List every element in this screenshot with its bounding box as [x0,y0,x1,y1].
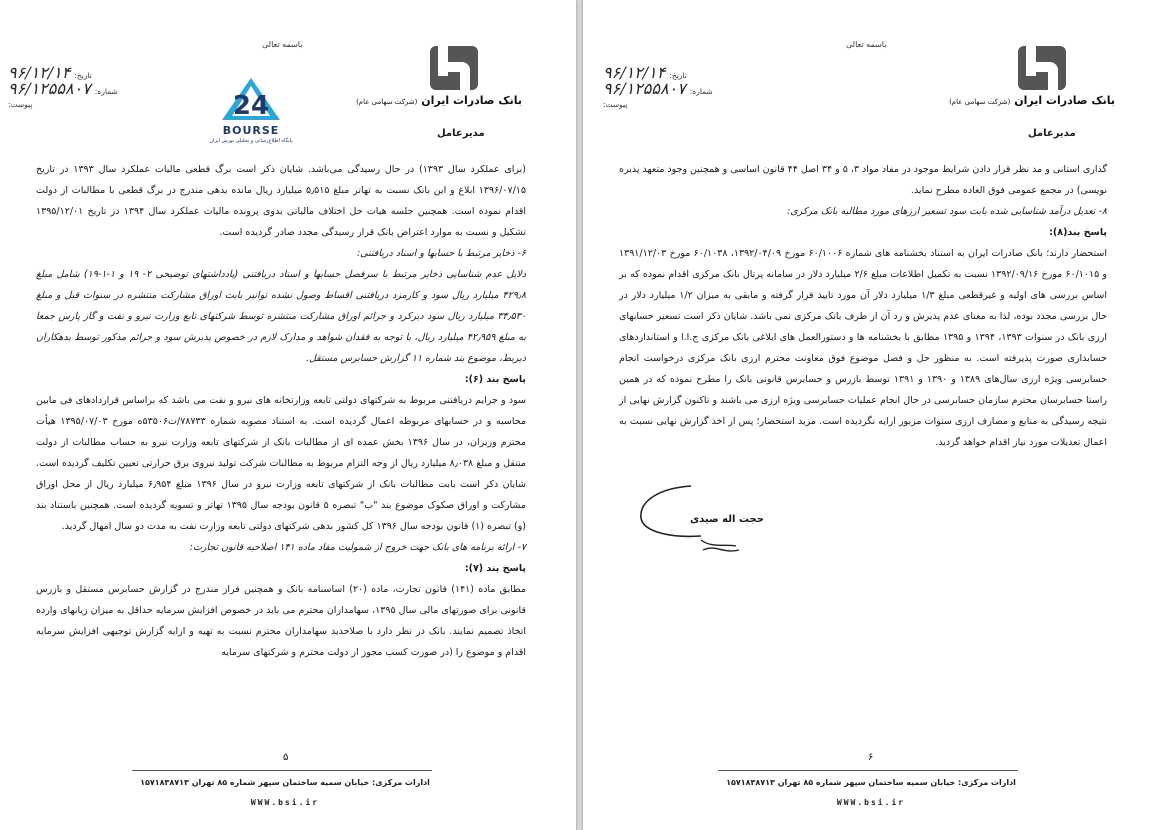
attachment-label: پیوست: [603,100,628,109]
document-page-left [0,0,576,830]
section-title: ۷- ارائه برنامه های بانک جهت خروج از شمولیت مفاد ماده ۱۴۱ اصلاحیه قانون تجارت: [189,542,526,553]
footer-divider [132,770,432,771]
number-row [603,79,723,98]
bourse-logo-subtitle: پایگاه اطلاع‌رسانی و تحلیلی بورس ایران [209,138,293,144]
attachment-row [603,98,723,111]
bank-name-text: بانک صادرات ایران [421,94,522,107]
date-label: تاریخ: [74,71,92,80]
footer-website: WWW.bsi.ir [836,798,906,807]
document-page-right [583,0,1154,830]
answer-heading: پاسخ بند (۶): [464,374,526,385]
bourse-logo-text: BOURSE [222,124,280,137]
attachment-row [8,98,128,111]
number-label: شماره: [689,87,713,96]
date-value: ۹۶/۱۲/۱۴ [8,63,71,82]
paragraph: دلایل عدم شناسایی ذخایر مرتبط با سرفصل حسابها و اسناد دریافتنی (یادداشتهای توضیحی ۲- ۱۹ و ۱-۱-۱۹) شامل مبلغ ۴۲۹٫۸ میلیارد ریال سود و کارمزد دریافتنی اقساط وصول نشده توانیر بابت اوراق مشارکت منتشره در سنوات قبل و مبلغ ۳۴٫۵۳۰ میلیارد ریال سود دیرکرد و جرائم اوراق مشارکت منتشره توسط شرکتهای تابع وزارت نیرو و نفت و گاز پارس جمعا به مبلغ ۴۲٫۹۵۹ میلیارد ریال، با توجه به فقدان شواهد و مدارک لازم در خصوص پذیرش سود و جرائم مذکور توسط بدهکاران ذیربط، موضوع بند شماره ۱۱ گزارش حسابرس مستقل. [36,269,527,364]
date-label: تاریخ: [669,71,687,80]
paragraph: گذاری استانی و مد نظر قرار دادن شرایط موجود در مفاد مواد ۳، ۵ و ۳۴ اصل ۴۴ قانون اساسی و همچنین وجود متعهد پذیره نویسی) در مجمع عمومی فوق العاده مطرح نماید. [619,164,1107,196]
signer-name: حجت اله صیدی [690,514,764,525]
bank-name [356,94,522,107]
basmala-heading: باسمه تعالی [262,40,303,49]
footer-address: ادارات مرکزی: خیابان سمیه ساختمان سپهر شماره ۸۵ تهران ۱۵۷۱۸۳۸۷۱۳ [726,778,1016,787]
ceo-title: مدیرعامل [1028,128,1076,139]
answer-heading: پاسخ بند (۷): [464,563,526,574]
page-number: ۵ [283,752,289,763]
footer-address: ادارات مرکزی: خیابان سمیه ساختمان سپهر شماره ۸۵ تهران ۱۵۷۱۸۳۸۷۱۳ [140,778,430,787]
section-title: ۶- ذخایر مرتبط با حسابها و اسناد دریافتنی: [356,248,526,259]
bank-suffix: (شرکت سهامی عام) [356,98,418,106]
bourse-watermark-logo [204,76,298,152]
paragraph: مطابق ماده (۱۴۱) قانون تجارت، ماده (۲۰) اساسنامه بانک و همچنین فراز مندرج در گزارش حسابرس مستقل و بازرس قانونی برای صورتهای مالی سال ۱۳۹۵، سهامداران محترم می باید در خصوص افزایش سرمایه حداقل به میزان زیانهای وارده اتخاذ تصمیم نمایند. بانک در نظر دارد با صلاحدید سهامداران محترم نسبت به تهیه و ارایه گزارش توجیهی افزایش سرمایه اقدام و موضوع را (در صورت کسب مجوز از دولت محترم و شرکتهای سرمایه [36,584,526,658]
attachment-label: پیوست: [8,100,33,109]
letter-body-right [619,159,1107,453]
number-value: ۹۶/۱۲۵۵۸۰۷ [603,79,686,98]
date-value: ۹۶/۱۲/۱۴ [603,63,666,82]
bank-name-text: بانک صادرات ایران [1014,94,1115,107]
number-value: ۹۶/۱۲۵۵۸۰۷ [8,79,91,98]
paragraph: سود و جرایم دریافتنی مربوط به شرکتهای دولتی تابعه وزارتخانه های نیرو و نفت می باشد که براساس قراردادهای فی مابین محاسبه و در حسابهای مربوطه اعمال گردیده است. به استناد مصوبه شماره ۷۸۷۳۳/ت۵۳۵۰۶ه مورخ ۱۳۹۵/۰۷/۰۳ هیأت محترم وزیران، در سال ۱۳۹۶ بخش عمده ای از مطالبات بانک از شرکتهای تابعه وزارت نیرو به حساب مطالبات از دولت منتقل و مبلغ ۸٫۰۳۸ میلیارد ریال از وجه التزام مربوط به مطالبات شرکت تولید نیروی برق حرارتی تعیین تکلیف گردیده است. شایان ذکر است بابت مطالبات بانک از شرکتهای تابعه وزارت نیرو در سال ۱۳۹۶ مبلغ ۶٫۹۵۴ میلیارد ریال از محل اوراق مشارکت و اوراق صکوک موضوع بند "ب" تبصره ۵ قانون بودجه سال ۱۳۹۵ تهاتر و تسویه گردیده است. همچنین باستناد بند (و) تبصره (۱) قانون بودجه سال ۱۳۹۶ کل کشور بدهی شرکتهای دولتی تابعه وزارت نفت به مدت دو سال امهال گردید. [36,395,527,532]
ceo-title: مدیرعامل [437,128,485,139]
bank-suffix: (شرکت سهامی عام) [949,98,1011,106]
letter-body-left [36,159,526,663]
svg-text:24: 24 [232,91,270,121]
bourse-logo-icon [204,76,298,126]
basmala-heading: باسمه تعالی [846,40,887,49]
paragraph: (برای عملکرد سال ۱۳۹۳) در حال رسیدگی می‌باشد. شایان ذکر است برگ قطعی مالیات عملکرد سال ۱۳۹۳ در تاریخ ۱۳۹۶/۰۷/۱۵ ابلاغ و این بانک نسبت به تهاتر مبلغ ۵٫۵۱۵ میلیارد ریال مانده بدهی مندرج در برگ قطعی با مطالبات از دولت اقدام نموده است. همچنین جلسه هیات حل اختلاف مالیاتی بدوی پرونده مالیات عملکرد سال ۱۳۹۴ در تاریخ ۱۳۹۵/۱۲/۰۱ تشکیل و نسبت به موارد اعتراض بانک قرار رسیدگی مجدد صادر گردیده است. [36,164,527,238]
paragraph: استحضار دارند؛ بانک صادرات ایران به استناد بخشنامه های شماره ۶۰/۱۰۰۶ مورخ ۱۳۹۲/۰۴/۰۹، ۶۰/۱۰۳۸ مورخ ۱۳۹۱/۱۲/۰۳ و ۶۰/۱۰۱۵ مورخ ۱۳۹۲/۰۹/۱۶ نسبت به تکمیل اطلاعات مبلغ ۲/۶ میلیارد دلار در سامانه پرتال بانک مرکزی اقدام نموده که بر اساس بررسی های اولیه و غیرقطعی مبلغ ۱/۳ میلیارد دلار آن مورد تایید قرار گرفته و مابقی به میزان ۱/۲ میلیارد دلار در حال بررسی مجدد بوده، لذا به معنای عدم پذیرش و رد آن از طرف بانک مرکزی نمی باشد. شایان ذکر است تسعیر حسابهای ارزی بانک در سنوات ۱۳۹۳، ۱۳۹۴ و ۱۳۹۵ مطابق با بخشنامه ها و دستورالعمل های ابلاغی بانک مرکزی ج.ا.ا و استانداردهای حسابداری صورت پذیرفته است. به منظور حل و فصل موضوع فوق معاونت محترم ارزی بانک مرکزی درخواست انجام حسابرسی ویژه ارزی سال‌های ۱۳۸۹ و ۱۳۹۰ و ۱۳۹۱ توسط بازرس و حسابرس قانونی بانک را مطرح نموده که در همین راستا حسابرسان محترم سازمان حسابرسی در حال انجام عملیات حسابرسی ویژه ارزی می باشند و تاکنون گزارش نهایی از نتیجه رسیدگی به منابع و مصارف ارزی سنوات مزبور ارایه نگردیده است. مزید استحضار؛ پس از اخذ گزارش نهایی نسبت به اعمال تعدیلات مورد نیاز اقدام خواهد گردید. [619,248,1108,448]
letter-meta [603,63,723,111]
number-label: شماره: [94,87,118,96]
footer-website: WWW.bsi.ir [250,798,320,807]
page-number: ۶ [868,752,874,763]
number-row [8,79,128,98]
section-title: ۸- تعدیل درآمد شناسایی شده بابت سود تسعیر ارزهای مورد مطالبه بانک مرکزی: [787,206,1107,217]
bank-saderat-logo-icon [428,44,480,92]
bank-saderat-logo-icon [1016,44,1068,92]
letter-meta [8,63,128,111]
answer-heading: پاسخ بند(۸): [1049,227,1107,238]
bank-name [949,94,1115,107]
footer-divider [718,770,1018,771]
